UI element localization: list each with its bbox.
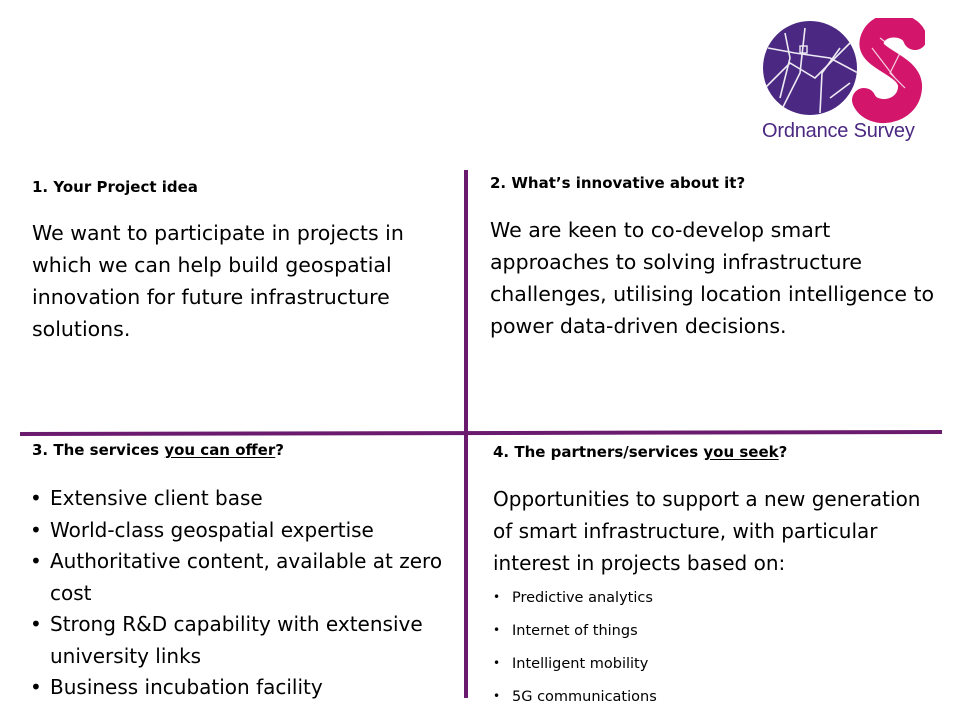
q4-heading-suffix: ? <box>778 443 788 461</box>
logo-o-circle <box>763 21 857 115</box>
q3-heading-suffix: ? <box>275 441 284 459</box>
list-item: • Strong R&D capability with extensive university links <box>30 609 455 672</box>
logo-text: Ordnance Survey <box>762 120 915 142</box>
list-item: • 5G communications <box>493 689 913 722</box>
list-item: • Authoritative content, available at zero cost <box>30 546 455 609</box>
q4-heading-prefix: 4. The partners/services <box>493 443 704 461</box>
q2-heading: 2. What’s innovative about it? <box>490 174 746 192</box>
q1-heading: 1. Your Project idea <box>32 178 198 196</box>
list-item: • Extensive client base <box>30 483 455 515</box>
list-item: • Intelligent mobility <box>493 656 913 689</box>
q4-heading <box>493 443 787 461</box>
q3-heading-underlined: you can offer <box>164 441 276 459</box>
list-item: • World-class geospatial expertise <box>30 515 455 547</box>
q3-bullet-list <box>30 483 455 704</box>
logo-s-shape <box>864 26 915 112</box>
horizontal-divider <box>20 430 942 436</box>
q4-bullet-list <box>493 590 913 722</box>
list-item: • Business incubation facility <box>30 672 455 704</box>
q1-body: We want to participate in projects in which we can help build geospatial innovation for future infrastructure solutions. <box>32 221 404 341</box>
q4-heading-underlined: you seek <box>703 443 779 461</box>
os-logo-mark <box>760 18 925 128</box>
q3-heading-prefix: 3. The services <box>32 441 165 459</box>
q3-heading <box>32 441 284 459</box>
list-item: • Internet of things <box>493 623 913 656</box>
q4-body: Opportunities to support a new generation of smart infrastructure, with particular interest in projects based on: <box>493 487 921 575</box>
q2-body: We are keen to co-develop smart approaches to solving infrastructure challenges, utilising location intelligence to power data-driven decisions. <box>490 218 935 338</box>
list-item: • Predictive analytics <box>493 590 913 623</box>
